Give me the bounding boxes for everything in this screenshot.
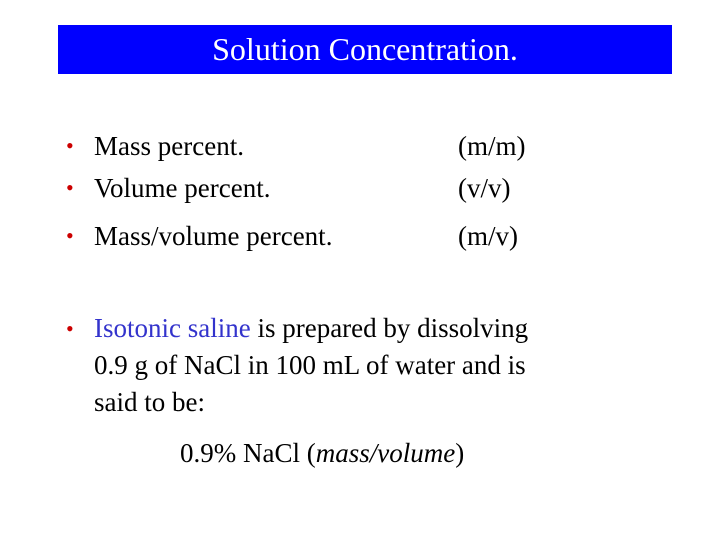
item-label: Mass/volume percent. <box>94 221 333 251</box>
item-abbreviation: (m/m) <box>458 131 526 161</box>
note-line-2: 0.9 g of NaCl in 100 mL of water and is <box>94 350 526 380</box>
item-abbreviation: (m/v) <box>458 221 518 251</box>
slide-title: Solution Concentration. <box>58 25 672 74</box>
item-label: Mass percent. <box>94 131 244 161</box>
note-line-1-text: is prepared by dissolving <box>250 313 529 343</box>
item-abbreviation: (v/v) <box>458 173 511 203</box>
note-line-1 <box>94 310 528 347</box>
bullet-icon: • <box>66 316 74 341</box>
formula-units: mass/volume <box>315 438 456 468</box>
bullet-icon: • <box>66 223 74 248</box>
note-line-3: said to be: <box>94 387 205 417</box>
formula-value: 0.9% NaCl ( <box>180 438 316 468</box>
concentration-formula <box>180 435 464 472</box>
bullet-icon: • <box>66 133 74 158</box>
bullet-icon: • <box>66 175 74 200</box>
isotonic-saline-term: Isotonic saline <box>94 313 251 343</box>
item-label: Volume percent. <box>94 173 271 203</box>
formula-close: ) <box>455 438 465 468</box>
